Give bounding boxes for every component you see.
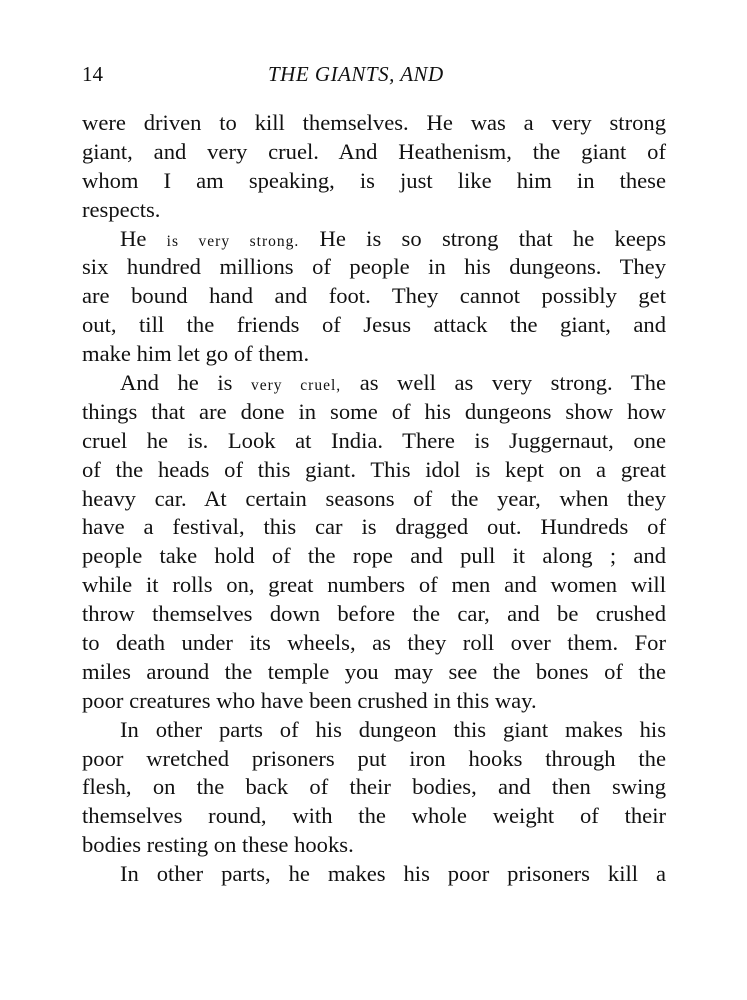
text-fragment: He is so strong that he keeps [299, 225, 666, 251]
body-text [82, 109, 666, 889]
text-line: throw themselves down before the car, and be crushed [82, 601, 666, 627]
small-caps-phrase: is very strong. [166, 232, 300, 250]
text-line: In other parts, he makes his poor prisoners kill a [120, 861, 666, 887]
text-line: giant, and very cruel. And Heathenism, the giant of [82, 138, 666, 164]
text-line: things that are done in some of his dungeons show how [82, 398, 666, 424]
page-header [82, 62, 666, 88]
text-line: have a festival, this car is dragged out. Hundreds of [82, 514, 666, 540]
text-line: make him let go of them. [82, 341, 310, 367]
small-caps-lead: He [120, 225, 147, 251]
text-line: miles around the temple you may see the bones of the [82, 658, 666, 684]
text-line: were driven to kill themselves. He was a very strong [82, 110, 666, 135]
text-line: are bound hand and foot. They cannot possibly get [82, 283, 666, 309]
text-fragment: as well as very strong. The [341, 370, 666, 396]
text-line: whom I am speaking, is just like him in these [82, 167, 666, 193]
text-line: heavy car. At certain seasons of the year, when they [82, 485, 666, 511]
text-fragment: And he is [120, 370, 251, 396]
text-line: themselves round, with the whole weight of their [82, 803, 666, 829]
text-line: people take hold of the rope and pull it along ; and [82, 543, 666, 569]
text-line [82, 225, 666, 254]
text-line: poor wretched prisoners put iron hooks through the [82, 745, 666, 771]
page-number: 14 [82, 62, 103, 86]
text-line: cruel he is. Look at India. There is Juggernaut, one [82, 427, 666, 453]
running-head: THE GIANTS, AND [268, 62, 444, 86]
text-line: flesh, on the back of their bodies, and then swing [82, 774, 666, 800]
text-line: while it rolls on, great numbers of men and women will [82, 572, 666, 598]
text-line: respects. [82, 196, 161, 222]
text-line: In other parts of his dungeon this giant makes his [120, 716, 666, 742]
text-line [82, 369, 666, 398]
text-line: out, till the friends of Jesus attack the giant, and [82, 312, 666, 338]
text-line: to death under its wheels, as they roll over them. For [82, 630, 666, 656]
text-line: poor creatures who have been crushed in this way. [82, 687, 537, 713]
text-line: bodies resting on these hooks. [82, 832, 354, 858]
small-caps-phrase: very cruel, [250, 377, 342, 395]
text-line: six hundred millions of people in his dungeons. They [82, 254, 666, 280]
text-line: of the heads of this giant. This idol is kept on a great [82, 456, 666, 482]
